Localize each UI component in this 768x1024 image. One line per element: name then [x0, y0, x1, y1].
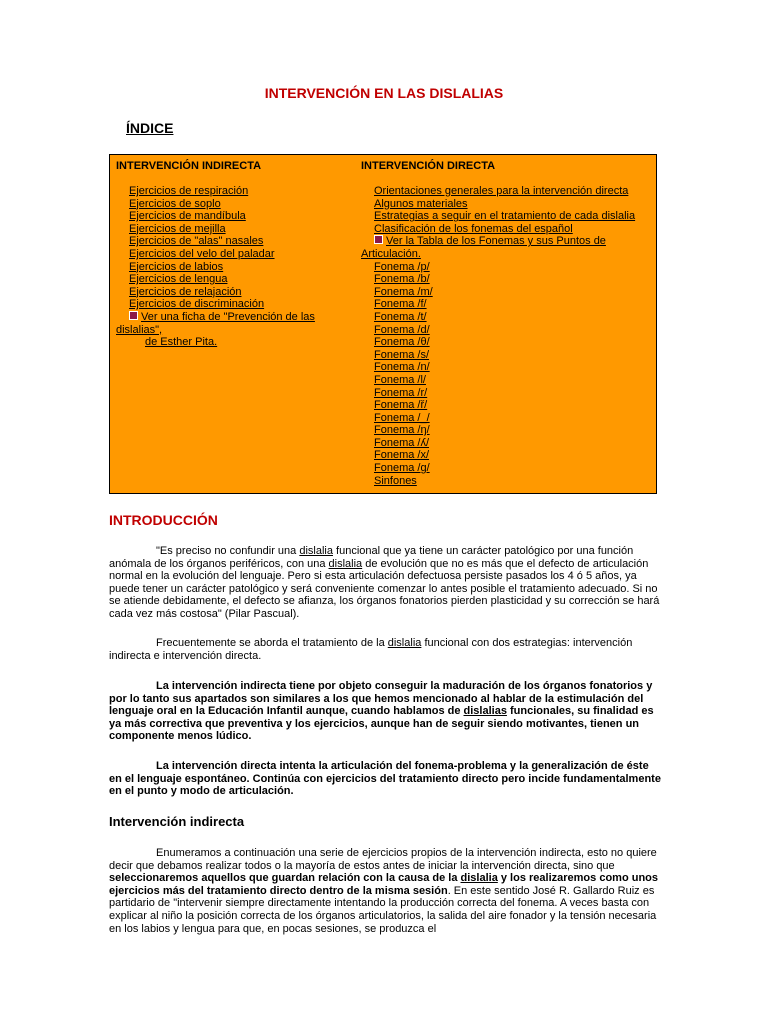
paragraph-3: La intervención indirecta tiene por objeto conseguir la maduración de los órganos fonatorios y por lo tanto sus apartados son similares a los que hemos mencionado al hablar de la estimulación del lenguaje oral en la Educación Infantil aunque, cuando hablamos de dislalias funcionales, su finalidad es ya más correctiva que preventiva y los ejercicios, aunque han de seguir siendo motivantes, tienen un componente menos lúdico. [109, 680, 654, 743]
toc-link-indirect-6[interactable]: Ejercicios de labios [129, 260, 224, 273]
toc-link-indirect-2[interactable]: Ejercicios de mandíbula [129, 210, 246, 223]
dislalia-link[interactable]: dislalia [387, 637, 422, 649]
toc-link-direct-1[interactable]: Algunos materiales [374, 197, 468, 210]
index-heading: ÍNDICE [126, 120, 174, 136]
toc-column-direct [361, 160, 656, 487]
toc-link-direct-2[interactable]: Estrategias a seguir en el tratamiento de cada dislalia [374, 210, 636, 223]
toc-link-direct-0[interactable]: Orientaciones generales para la intervención directa [374, 185, 629, 197]
phoneme-table-link-cont[interactable]: Articulación. [361, 247, 421, 260]
toc-link-direct-3[interactable]: Clasificación de los fonemas del español [374, 222, 573, 235]
toc-link-phoneme-9[interactable]: Fonema /l/ [374, 373, 426, 386]
toc-link-indirect-4[interactable]: Ejercicios de "alas" nasales [129, 235, 264, 248]
toc-column-indirect [116, 160, 356, 349]
toc-link-phoneme-4[interactable]: Fonema /t/ [374, 310, 427, 323]
table-of-contents [109, 154, 657, 494]
paragraph-5: Enumeramos a continuación una serie de ejercicios propios de la intervención indirecta, esto no quiere decir que debamos realizar todos o la mayoría de estos antes de iniciar la intervención directa, sino que seleccionaremos aquellos que guardan relación con la causa de la dislalia y los realizaremos como unos ejercicios más del tratamiento directo dentro de la misma sesión. En este sentido José R. Gallardo Ruiz es partidario de "intervenir siempre directamente intentando la producción correcta del fonema. A veces basta con explicar al niño la posición correcta de los órganos articulatorios, la salida del aire fonador y la tensión necesaria en los labios y lengua para que, en pocas sesiones, se produzca el [109, 847, 658, 935]
toc-link-phoneme-0[interactable]: Fonema /p/ [374, 260, 430, 273]
section-heading: Intervención indirecta [109, 814, 245, 829]
paragraph-1: "Es preciso no confundir una dislalia funcional que ya tiene un carácter patológico por una función anómala de los órganos periféricos, con una dislalia de evolución que no es más que el defecto de articulación normal en la evolución del lenguaje. Pero si esta articulación defectuosa persiste pasados los 4 ó 5 años, ya puede tener un carácter patológico y será conveniente comenzar lo antes posible el tratamiento adecuado. Si no se atiende debidamente, el defecto se afianza, los órganos fonatorios pierden plasticidad y su corrección se hará cada vez más costosa" (Pilar Pascual). [109, 545, 660, 620]
toc-link-indirect-8[interactable]: Ejercicios de relajación [129, 285, 242, 298]
toc-link-phoneme-3[interactable]: Fonema /f/ [374, 298, 427, 311]
esther-pita-link[interactable]: de Esther Pita. [145, 336, 218, 349]
page-title: INTERVENCIÓN EN LAS DISLALIAS [264, 85, 504, 101]
toc-link-phoneme-8[interactable]: Fonema /n/ [374, 361, 430, 374]
toc-link-phoneme-17[interactable]: Sinfones [374, 474, 417, 487]
paragraph-4: La intervención directa intenta la articulación del fonema-problema y la generalización de éste en el lenguaje espontáneo. Continúa con ejercicios del tratamiento directo pero incide fundamentalmente en el punto y modo de articulación. [109, 760, 661, 798]
paragraph-2: Frecuentemente se aborda el tratamiento de la dislalia funcional con dos estrategias: intervención indirecta e intervención directa. [109, 637, 633, 662]
dislalia-link[interactable]: dislalia [328, 557, 363, 570]
intro-heading: INTRODUCCIÓN [109, 512, 218, 528]
toc-link-phoneme-16[interactable]: Fonema /g/ [374, 462, 430, 475]
toc-link-indirect-1[interactable]: Ejercicios de soplo [129, 197, 221, 210]
toc-link-indirect-7[interactable]: Ejercicios de lengua [129, 273, 228, 286]
toc-link-phoneme-13[interactable]: Fonema /ŋ/ [374, 424, 430, 437]
toc-link-phoneme-1[interactable]: Fonema /b/ [374, 273, 430, 286]
toc-list-direct [361, 185, 656, 235]
phoneme-table-link[interactable]: Ver la Tabla de los Fonemas y sus Puntos de [361, 235, 656, 248]
bullet-icon [374, 235, 383, 244]
toc-list-indirect [116, 185, 356, 311]
toc-link-indirect-0[interactable]: Ejercicios de respiración [129, 185, 249, 197]
toc-link-indirect-9[interactable]: Ejercicios de discriminación [129, 298, 265, 311]
toc-link-phoneme-11[interactable]: Fonema /ř/ [374, 399, 428, 412]
toc-link-indirect-5[interactable]: Ejercicios del velo del paladar [129, 247, 275, 260]
toc-list-phonemes [361, 261, 656, 488]
toc-link-phoneme-5[interactable]: Fonema /d/ [374, 323, 430, 336]
toc-link-phoneme-15[interactable]: Fonema /x/ [374, 449, 430, 462]
toc-link-phoneme-7[interactable]: Fonema /s/ [374, 348, 430, 361]
toc-heading-indirect: INTERVENCIÓN INDIRECTA [116, 160, 262, 172]
dislalias-link[interactable]: dislalias [463, 705, 507, 718]
toc-link-phoneme-6[interactable]: Fonema /θ/ [374, 336, 430, 349]
bullet-icon [129, 311, 138, 320]
toc-link-phoneme-14[interactable]: Fonema /ʎ/ [374, 436, 430, 449]
prevention-sheet-link-cont[interactable]: dislalias", [116, 323, 163, 336]
dislalia-link[interactable]: dislalia [460, 872, 498, 885]
prevention-sheet-link[interactable]: Ver una ficha de "Prevención de las [116, 311, 356, 324]
toc-link-phoneme-10[interactable]: Fonema /r/ [374, 386, 428, 399]
toc-link-indirect-3[interactable]: Ejercicios de mejilla [129, 222, 226, 235]
toc-heading-direct: INTERVENCIÓN DIRECTA [361, 160, 496, 172]
toc-link-phoneme-2[interactable]: Fonema /m/ [374, 285, 433, 298]
toc-link-phoneme-12[interactable]: Fonema /_/ [374, 411, 430, 424]
dislalia-link[interactable]: dislalia [299, 545, 333, 557]
